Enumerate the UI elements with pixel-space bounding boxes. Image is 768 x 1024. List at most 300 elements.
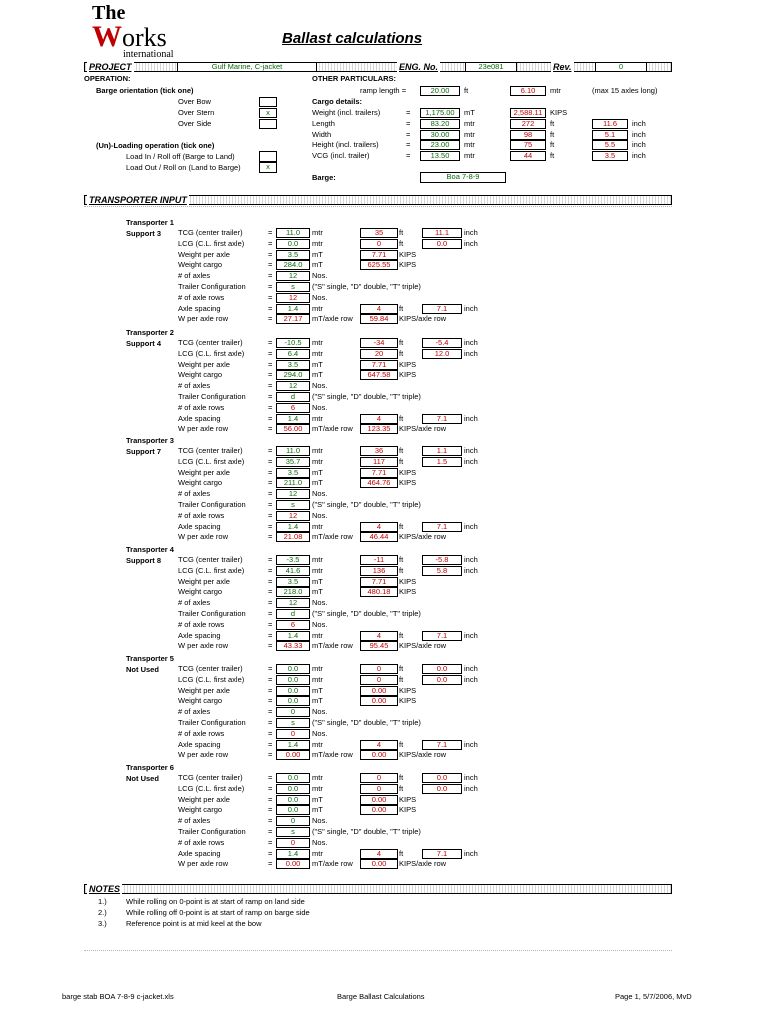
input-axles[interactable]: 12 bbox=[276, 489, 310, 499]
over-bow-checkbox[interactable] bbox=[259, 97, 277, 107]
row-label: W per axle row bbox=[178, 641, 229, 651]
ramp-length-unit: ft bbox=[464, 86, 469, 95]
input-wpa[interactable]: 3.5 bbox=[276, 360, 310, 370]
row-label: Weight cargo bbox=[178, 260, 223, 270]
barge-value[interactable]: Boa 7-8-9 bbox=[420, 172, 506, 183]
input-tcg[interactable]: 0.0 bbox=[276, 773, 310, 783]
unit-label: KIPS bbox=[399, 696, 417, 706]
unit-label: KIPS/axle row bbox=[399, 532, 447, 542]
calc-rows: 12 bbox=[276, 293, 310, 303]
input-lcg[interactable]: 0.0 bbox=[276, 239, 310, 249]
transporter-input-bar bbox=[84, 195, 672, 205]
row-label: Axle spacing bbox=[178, 413, 221, 423]
unit-label: Nos. bbox=[312, 728, 328, 738]
calc-spacing-inch: 7.1 bbox=[422, 304, 462, 314]
equals-sign: = bbox=[268, 555, 273, 564]
input-tcg[interactable]: 11.0 bbox=[276, 446, 310, 456]
over-stern-checkbox[interactable]: x bbox=[259, 108, 277, 118]
unit-label: ft bbox=[399, 303, 404, 313]
logo-international: international bbox=[123, 49, 174, 60]
input-lcg[interactable]: 0.0 bbox=[276, 675, 310, 685]
equals-sign: = bbox=[268, 228, 273, 237]
unit-label: ft bbox=[399, 555, 404, 564]
input-lcg[interactable]: 35.7 bbox=[276, 457, 310, 467]
row-label: W per axle row bbox=[178, 750, 229, 760]
equals-sign: = bbox=[268, 816, 273, 826]
row-label: Weight cargo bbox=[178, 696, 223, 706]
input-config[interactable]: d bbox=[276, 392, 310, 402]
equals-sign: = bbox=[268, 370, 273, 380]
unit-label: KIPS bbox=[399, 467, 417, 477]
unit-label: ("S" single, "D" double, "T" triple) bbox=[312, 718, 421, 727]
input-lcg[interactable]: 6.4 bbox=[276, 349, 310, 359]
calc-wrow-kips: 59.84 bbox=[360, 314, 398, 324]
equals-sign: = bbox=[268, 338, 273, 347]
load-in-label: Load In / Roll off (Barge to Land) bbox=[126, 152, 235, 161]
equals-sign: = bbox=[268, 718, 273, 727]
unit-label: mT bbox=[312, 370, 323, 380]
unit-label: inch bbox=[464, 630, 478, 640]
input-config[interactable]: s bbox=[276, 827, 310, 837]
calc-lcg-ft: 136 bbox=[360, 566, 398, 576]
input-spacing[interactable]: 1.4 bbox=[276, 304, 310, 314]
input-wc[interactable]: 294.0 bbox=[276, 370, 310, 380]
unit-label: mT/axle row bbox=[312, 532, 353, 542]
calc-wrow-mt: 0.00 bbox=[276, 750, 310, 760]
calc-lcg-inch: 0.0 bbox=[422, 675, 462, 685]
equals-sign: = bbox=[268, 565, 273, 575]
calc-tcg-ft: 0 bbox=[360, 664, 398, 674]
note-number: 3.) bbox=[98, 919, 107, 928]
unit-label: ft bbox=[399, 446, 404, 455]
equals-sign: = bbox=[268, 402, 273, 412]
row-label: # of axle rows bbox=[178, 619, 225, 629]
cargo-input[interactable]: 30.00 bbox=[420, 130, 460, 140]
ramp-note: (max 15 axles long) bbox=[592, 86, 658, 95]
calc-rows: 6 bbox=[276, 620, 310, 630]
unit-label: inch bbox=[632, 129, 646, 139]
cargo-converted: 75 bbox=[510, 140, 546, 150]
unit-label: ft bbox=[399, 521, 404, 531]
calc-rows: 12 bbox=[276, 511, 310, 521]
input-tcg[interactable]: -3.5 bbox=[276, 555, 310, 565]
logo-orks: orks bbox=[122, 23, 167, 52]
eng-no-label: ENG. No. bbox=[399, 62, 439, 72]
equals-sign: = bbox=[268, 238, 273, 248]
equals-sign: = bbox=[268, 750, 273, 760]
unit-label: mT bbox=[312, 467, 323, 477]
transporter-name: Transporter 4 bbox=[126, 545, 174, 554]
unit-label: mT bbox=[312, 696, 323, 706]
equals-sign: = bbox=[268, 489, 273, 499]
unit-label: KIPS bbox=[399, 685, 417, 695]
divider bbox=[84, 950, 672, 951]
unit-label: KIPS/axle row bbox=[399, 859, 447, 869]
calc-spacing-inch: 7.1 bbox=[422, 849, 462, 859]
transporter-support: Not Used bbox=[126, 774, 159, 783]
unit-label: mtr bbox=[464, 140, 475, 150]
cargo-input[interactable]: 13.50 bbox=[420, 151, 460, 161]
equals-sign: = bbox=[268, 674, 273, 684]
row-label: Trailer Configuration bbox=[178, 282, 246, 291]
note-text: While rolling off 0-point is at start of ramp on barge side bbox=[126, 908, 310, 917]
input-spacing[interactable]: 1.4 bbox=[276, 631, 310, 641]
cargo-input[interactable]: 1,175.00 bbox=[420, 108, 460, 118]
project-bar bbox=[84, 62, 672, 72]
input-wc[interactable]: 218.0 bbox=[276, 587, 310, 597]
unit-label: ft bbox=[399, 848, 404, 858]
row-label: Weight per axle bbox=[178, 467, 230, 477]
cargo-input[interactable]: 23.00 bbox=[420, 140, 460, 150]
equals-sign: = bbox=[268, 292, 273, 302]
equals-sign: = bbox=[268, 348, 273, 358]
input-wpa[interactable]: 3.5 bbox=[276, 577, 310, 587]
unit-label: KIPS/axle row bbox=[399, 424, 447, 434]
unit-label: mtr bbox=[464, 129, 475, 139]
equals-sign: = bbox=[268, 805, 273, 815]
row-label: # of axles bbox=[178, 598, 211, 608]
equals-sign: = bbox=[268, 314, 273, 324]
unit-label: Nos. bbox=[312, 837, 328, 847]
unit-label: KIPS/axle row bbox=[399, 750, 447, 760]
unit-label: mtr bbox=[312, 739, 323, 749]
transporter-name: Transporter 2 bbox=[126, 328, 174, 337]
notes-label: NOTES bbox=[89, 884, 121, 894]
input-tcg[interactable]: 0.0 bbox=[276, 664, 310, 674]
over-bow-label: Over Bow bbox=[178, 97, 211, 106]
equals-sign: = bbox=[268, 260, 273, 270]
unit-label: ft bbox=[399, 773, 404, 782]
load-out-label: Load Out / Roll on (Land to Barge) bbox=[126, 163, 241, 172]
cargo-converted-inch: 5.1 bbox=[592, 130, 628, 140]
equals-sign: = bbox=[268, 598, 273, 608]
ramp-length-mtr-unit: mtr bbox=[550, 86, 561, 95]
input-wc[interactable]: 0.0 bbox=[276, 696, 310, 706]
equals-sign: = bbox=[268, 685, 273, 695]
row-label: Weight cargo bbox=[178, 587, 223, 597]
unit-label: ("S" single, "D" double, "T" triple) bbox=[312, 282, 421, 291]
transporter-name: Transporter 5 bbox=[126, 654, 174, 663]
unit-label: mT bbox=[312, 249, 323, 259]
input-tcg[interactable]: 11.0 bbox=[276, 228, 310, 238]
unit-label: KIPS bbox=[399, 805, 417, 815]
eng-no-value[interactable]: 23e081 bbox=[465, 62, 517, 72]
over-side-checkbox[interactable] bbox=[259, 119, 277, 129]
unit-label: ft bbox=[550, 118, 555, 128]
row-label: LCG (C.L. first axle) bbox=[178, 348, 245, 358]
unit-label: KIPS bbox=[399, 587, 417, 597]
cargo-input[interactable]: 83.20 bbox=[420, 119, 460, 129]
unit-label: mtr bbox=[312, 413, 323, 423]
transporter-support: Support 8 bbox=[126, 556, 161, 565]
calc-wrow-mt: 56.00 bbox=[276, 424, 310, 434]
equals-sign: = bbox=[268, 609, 273, 618]
input-tcg[interactable]: -10.5 bbox=[276, 338, 310, 348]
unit-label: mT bbox=[312, 685, 323, 695]
equals-sign: = bbox=[268, 413, 273, 423]
calc-spacing-inch: 7.1 bbox=[422, 522, 462, 532]
unit-label: mtr bbox=[312, 555, 323, 564]
equals-sign: = bbox=[268, 794, 273, 804]
unit-label: mtr bbox=[312, 228, 323, 237]
unit-label: mT bbox=[312, 576, 323, 586]
calc-tcg-ft: 0 bbox=[360, 773, 398, 783]
input-wc[interactable]: 284.0 bbox=[276, 260, 310, 270]
equals-sign: = bbox=[268, 478, 273, 488]
calc-spacing-inch: 7.1 bbox=[422, 414, 462, 424]
input-axles[interactable]: 12 bbox=[276, 381, 310, 391]
calc-spacing-inch: 7.1 bbox=[422, 740, 462, 750]
input-wc[interactable]: 0.0 bbox=[276, 805, 310, 815]
calc-spacing-ft: 4 bbox=[360, 414, 398, 424]
equals-sign: = bbox=[406, 140, 411, 150]
unit-label: Nos. bbox=[312, 619, 328, 629]
unit-label: mT/axle row bbox=[312, 750, 353, 760]
input-spacing[interactable]: 1.4 bbox=[276, 849, 310, 859]
input-spacing[interactable]: 1.4 bbox=[276, 740, 310, 750]
load-in-checkbox[interactable] bbox=[259, 151, 277, 162]
unit-label: mT bbox=[312, 794, 323, 804]
calc-tcg-inch: -5.4 bbox=[422, 338, 462, 348]
cargo-label: Weight (incl. trailers) bbox=[312, 108, 381, 117]
unit-label: mT bbox=[312, 805, 323, 815]
cargo-label: Height (incl. trailers) bbox=[312, 140, 379, 150]
row-label: Weight cargo bbox=[178, 805, 223, 815]
equals-sign: = bbox=[268, 848, 273, 858]
divider bbox=[84, 206, 672, 207]
input-wpa[interactable]: 0.0 bbox=[276, 795, 310, 805]
calc-lcg-inch: 1.5 bbox=[422, 457, 462, 467]
equals-sign: = bbox=[268, 576, 273, 586]
project-label: PROJECT bbox=[89, 62, 132, 72]
input-lcg[interactable]: 41.6 bbox=[276, 566, 310, 576]
row-label: # of axles bbox=[178, 381, 211, 391]
unit-label: inch bbox=[464, 674, 478, 684]
orientation-label: Barge orientation (tick one) bbox=[96, 86, 194, 95]
calc-tcg-ft: -34 bbox=[360, 338, 398, 348]
rev-value[interactable]: 0 bbox=[595, 62, 647, 72]
cargo-converted-inch: 3.5 bbox=[592, 151, 628, 161]
unit-label: inch bbox=[464, 739, 478, 749]
unit-label: mtr bbox=[312, 674, 323, 684]
row-label: Weight cargo bbox=[178, 478, 223, 488]
input-config[interactable]: s bbox=[276, 718, 310, 728]
row-label: # of axles bbox=[178, 816, 211, 826]
equals-sign: = bbox=[268, 282, 273, 291]
equals-sign: = bbox=[268, 271, 273, 281]
calc-wrow-kips: 0.00 bbox=[360, 750, 398, 760]
row-label: TCG (center trailer) bbox=[178, 446, 243, 455]
calc-wc-kips: 647.58 bbox=[360, 370, 398, 380]
cargo-converted: 2,588.11 bbox=[510, 108, 546, 118]
unit-label: ("S" single, "D" double, "T" triple) bbox=[312, 609, 421, 618]
input-wpa[interactable]: 3.5 bbox=[276, 468, 310, 478]
equals-sign: = bbox=[268, 739, 273, 749]
input-wpa[interactable]: 0.0 bbox=[276, 686, 310, 696]
unit-label: inch bbox=[632, 140, 646, 150]
unit-label: mtr bbox=[312, 664, 323, 673]
row-label: Axle spacing bbox=[178, 521, 221, 531]
row-label: TCG (center trailer) bbox=[178, 664, 243, 673]
unit-label: inch bbox=[464, 521, 478, 531]
input-wpa[interactable]: 3.5 bbox=[276, 250, 310, 260]
input-config[interactable]: d bbox=[276, 609, 310, 619]
unit-label: Nos. bbox=[312, 489, 328, 499]
calc-wc-kips: 464.76 bbox=[360, 478, 398, 488]
input-axles[interactable]: 12 bbox=[276, 271, 310, 281]
transporter-name: Transporter 3 bbox=[126, 436, 174, 445]
unit-label: inch bbox=[464, 848, 478, 858]
row-label: TCG (center trailer) bbox=[178, 773, 243, 782]
calc-lcg-ft: 20 bbox=[360, 349, 398, 359]
input-wc[interactable]: 211.0 bbox=[276, 478, 310, 488]
calc-tcg-ft: -11 bbox=[360, 555, 398, 565]
row-label: TCG (center trailer) bbox=[178, 338, 243, 347]
equals-sign: = bbox=[268, 532, 273, 542]
unit-label: inch bbox=[464, 238, 478, 248]
input-lcg[interactable]: 0.0 bbox=[276, 784, 310, 794]
row-label: Trailer Configuration bbox=[178, 718, 246, 727]
unit-label: KIPS bbox=[399, 576, 417, 586]
cargo-label: VCG (incl. trailer) bbox=[312, 151, 370, 161]
calc-wrow-mt: 0.00 bbox=[276, 859, 310, 869]
unit-label: ft bbox=[399, 739, 404, 749]
unit-label: ft bbox=[399, 783, 404, 793]
calc-tcg-inch: 11.1 bbox=[422, 228, 462, 238]
calc-wc-kips: 480.18 bbox=[360, 587, 398, 597]
calc-lcg-ft: 0 bbox=[360, 239, 398, 249]
footer-title: Barge Ballast Calculations bbox=[337, 992, 425, 1001]
input-config[interactable]: s bbox=[276, 282, 310, 292]
row-label: Weight per axle bbox=[178, 794, 230, 804]
calc-lcg-inch: 5.8 bbox=[422, 566, 462, 576]
unit-label: mT bbox=[312, 478, 323, 488]
unit-label: inch bbox=[464, 773, 478, 782]
equals-sign: = bbox=[268, 619, 273, 629]
calc-spacing-ft: 4 bbox=[360, 304, 398, 314]
row-label: Trailer Configuration bbox=[178, 609, 246, 618]
unit-label: inch bbox=[464, 565, 478, 575]
unit-label: ft bbox=[399, 456, 404, 466]
equals-sign: = bbox=[268, 381, 273, 391]
row-label: LCG (C.L. first axle) bbox=[178, 783, 245, 793]
ramp-length-value[interactable]: 20.00 bbox=[420, 86, 460, 96]
calc-tcg-inch: 0.0 bbox=[422, 773, 462, 783]
equals-sign: = bbox=[268, 827, 273, 836]
equals-sign: = bbox=[268, 773, 273, 782]
unit-label: ft bbox=[399, 348, 404, 358]
calc-wrow-mt: 43.33 bbox=[276, 641, 310, 651]
unit-label: Nos. bbox=[312, 707, 328, 717]
calc-spacing-ft: 4 bbox=[360, 522, 398, 532]
input-config[interactable]: s bbox=[276, 500, 310, 510]
unit-label: KIPS bbox=[399, 359, 417, 369]
unit-label: mtr bbox=[312, 521, 323, 531]
unit-label: Nos. bbox=[312, 402, 328, 412]
unit-label: KIPS bbox=[399, 794, 417, 804]
unit-label: ft bbox=[399, 413, 404, 423]
unit-label: mtr bbox=[312, 783, 323, 793]
unit-label: mT/axle row bbox=[312, 314, 353, 324]
unit-label: inch bbox=[464, 228, 478, 237]
calc-wpa-kips: 7.71 bbox=[360, 360, 398, 370]
input-spacing[interactable]: 1.4 bbox=[276, 414, 310, 424]
calc-wrow-kips: 0.00 bbox=[360, 859, 398, 869]
calc-rows: 0 bbox=[276, 729, 310, 739]
equals-sign: = bbox=[406, 118, 411, 128]
note-number: 2.) bbox=[98, 908, 107, 917]
calc-wrow-kips: 46.44 bbox=[360, 532, 398, 542]
unit-label: inch bbox=[632, 118, 646, 128]
unit-label: KIPS bbox=[399, 370, 417, 380]
unit-label: inch bbox=[464, 348, 478, 358]
unit-label: inch bbox=[464, 338, 478, 347]
unit-label: KIPS bbox=[399, 249, 417, 259]
calc-rows: 6 bbox=[276, 403, 310, 413]
row-label: TCG (center trailer) bbox=[178, 555, 243, 564]
note-text: Reference point is at mid keel at the bow bbox=[126, 919, 262, 928]
unit-label: mT bbox=[312, 260, 323, 270]
row-label: W per axle row bbox=[178, 314, 229, 324]
unit-label: mT bbox=[464, 108, 475, 117]
equals-sign: = bbox=[268, 664, 273, 673]
unit-label: ft bbox=[399, 238, 404, 248]
unit-label: inch bbox=[464, 303, 478, 313]
over-side-label: Over Side bbox=[178, 119, 212, 128]
unit-label: mtr bbox=[312, 630, 323, 640]
unit-label: mT bbox=[312, 587, 323, 597]
cargo-converted: 44 bbox=[510, 151, 546, 161]
project-value[interactable]: Gulf Marine, C-jacket bbox=[177, 62, 317, 72]
calc-wpa-kips: 7.71 bbox=[360, 250, 398, 260]
equals-sign: = bbox=[268, 359, 273, 369]
unit-label: mtr bbox=[312, 848, 323, 858]
row-label: Weight per axle bbox=[178, 685, 230, 695]
unit-label: mT/axle row bbox=[312, 424, 353, 434]
row-label: Weight per axle bbox=[178, 359, 230, 369]
unit-label: inch bbox=[464, 783, 478, 793]
note-number: 1.) bbox=[98, 897, 107, 906]
unit-label: ft bbox=[550, 140, 555, 150]
input-spacing[interactable]: 1.4 bbox=[276, 522, 310, 532]
row-label: Axle spacing bbox=[178, 630, 221, 640]
unit-label: Nos. bbox=[312, 598, 328, 608]
transporter-support: Support 3 bbox=[126, 229, 161, 238]
equals-sign: = bbox=[268, 249, 273, 259]
equals-sign: = bbox=[268, 859, 273, 869]
ramp-length-label: ramp length = bbox=[360, 86, 407, 95]
row-label: Axle spacing bbox=[178, 848, 221, 858]
row-label: # of axle rows bbox=[178, 728, 225, 738]
input-axles[interactable]: 0 bbox=[276, 816, 310, 826]
unit-label: inch bbox=[464, 446, 478, 455]
calc-rows: 0 bbox=[276, 838, 310, 848]
unit-label: ft bbox=[399, 338, 404, 347]
equals-sign: = bbox=[268, 456, 273, 466]
cargo-converted-inch: 5.5 bbox=[592, 140, 628, 150]
equals-sign: = bbox=[268, 467, 273, 477]
input-axles[interactable]: 0 bbox=[276, 707, 310, 717]
equals-sign: = bbox=[268, 783, 273, 793]
rev-label: Rev. bbox=[553, 62, 572, 72]
footer-page: Page 1, 5/7/2006, MvD bbox=[615, 992, 692, 1001]
equals-sign: = bbox=[268, 707, 273, 717]
input-axles[interactable]: 12 bbox=[276, 598, 310, 608]
row-label: W per axle row bbox=[178, 424, 229, 434]
load-out-checkbox[interactable]: x bbox=[259, 162, 277, 173]
calc-lcg-ft: 0 bbox=[360, 675, 398, 685]
equals-sign: = bbox=[268, 424, 273, 434]
